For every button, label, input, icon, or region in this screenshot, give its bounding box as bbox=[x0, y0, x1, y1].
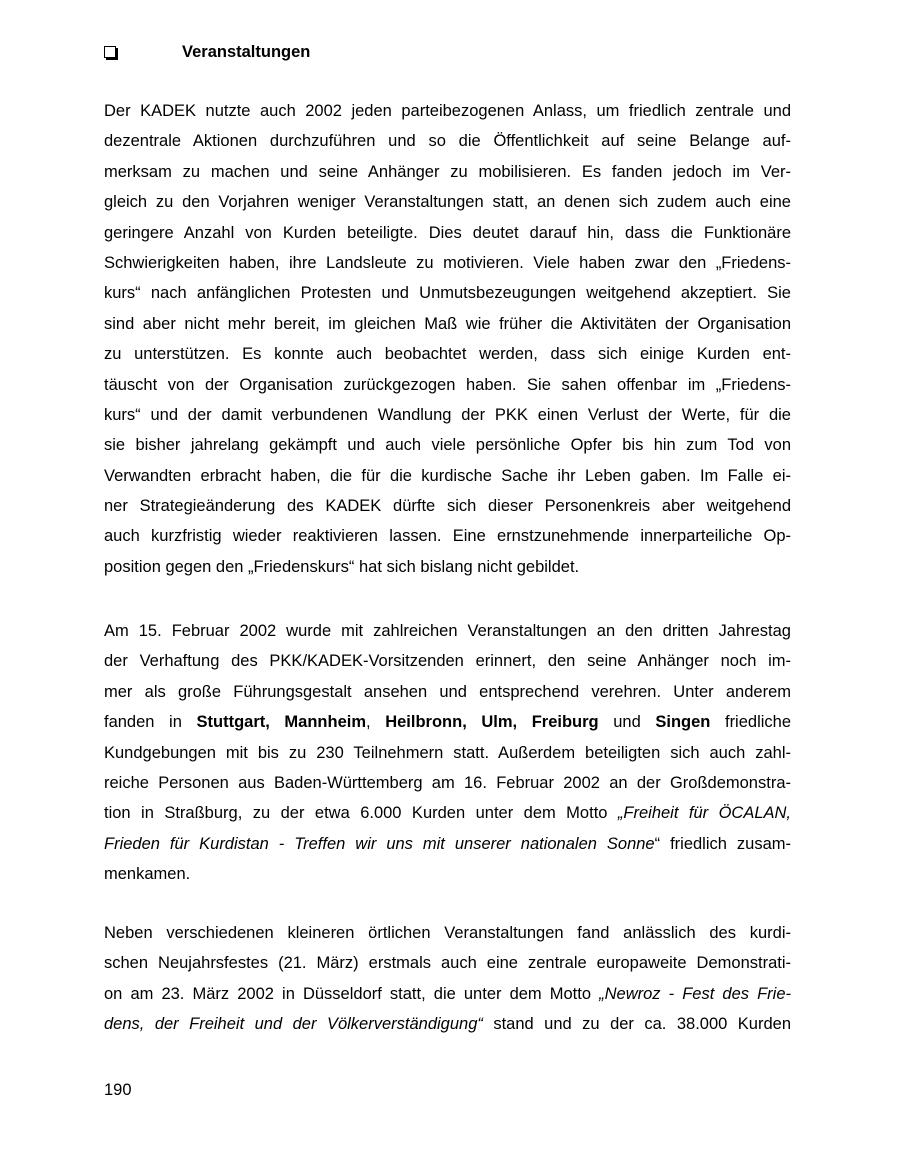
text-line: position gegen den „Friedenskurs“ hat sich bislang nicht gebildet. bbox=[104, 557, 580, 576]
motto-italic: „Newroz - Fest des Frie- bbox=[599, 984, 792, 1003]
place-names-bold: Heilbronn, Ulm, Freiburg bbox=[385, 713, 599, 732]
text-segment: fanden in bbox=[104, 713, 197, 732]
text-segment: und bbox=[598, 713, 656, 732]
paragraph-2 bbox=[104, 616, 791, 890]
page-number: 190 bbox=[104, 1081, 132, 1099]
motto-italic: „Freiheit für ÖCALAN, bbox=[617, 804, 792, 823]
text-line bbox=[104, 707, 791, 737]
text-line: ner Strategieänderung des KADEK dürfte sich dieser Personenkreis aber weitgehend bbox=[104, 497, 791, 516]
text-line: mer als große Führungsgestalt ansehen und entsprechend verehren. Unter anderem bbox=[104, 682, 791, 701]
text-line: zu unterstützen. Es konnte auch beobachtet werden, dass sich einige Kurden ent- bbox=[104, 345, 791, 364]
checkbox-icon bbox=[104, 46, 116, 58]
text-line: Der KADEK nutzte auch 2002 jeden parteibezogenen Anlass, um friedlich zentrale und bbox=[104, 102, 791, 120]
text-line: täuscht von der Organisation zurückgezogen haben. Sie sahen offenbar im „Friedens- bbox=[104, 375, 791, 394]
text-line: sind aber nicht mehr bereit, im gleichen Maß wie früher die Aktivitäten der Organisation bbox=[104, 314, 791, 333]
section-heading bbox=[104, 40, 310, 64]
text-line: geringere Anzahl von Kurden beteiligte. Dies deutet darauf hin, dass die Funktionäre bbox=[104, 223, 791, 242]
text-line: menkamen. bbox=[104, 865, 191, 884]
text-line bbox=[104, 798, 791, 828]
text-line: kurs“ nach anfänglichen Protesten und Unmutsbezeugungen weitgehend akzeptiert. Sie bbox=[104, 284, 791, 303]
text-line: Am 15. Februar 2002 wurde mit zahlreichen Veranstaltungen an den dritten Jahrestag bbox=[104, 622, 791, 640]
text-line: Kundgebungen mit bis zu 230 Teilnehmern statt. Außerdem beteiligten sich auch zahl- bbox=[104, 743, 791, 762]
text-line: gleich zu den Vorjahren weniger Veranstaltungen statt, an denen sich zudem auch eine bbox=[104, 193, 791, 212]
place-name-bold: Singen bbox=[655, 713, 711, 732]
motto-italic: dens, der Freiheit und der Völkerverständigung“ bbox=[104, 1015, 483, 1034]
text-line bbox=[104, 979, 791, 1009]
section-title: Veranstaltungen bbox=[182, 42, 311, 61]
text-line: kurs“ und der damit verbundenen Wandlung der PKK einen Verlust der Werte, für die bbox=[104, 405, 791, 424]
text-line: merksam zu machen und seine Anhänger zu mobilisieren. Es fanden jedoch im Ver- bbox=[104, 162, 791, 181]
motto-italic: Frieden für Kurdistan - Treffen wir uns mit unserer nationalen Sonne bbox=[104, 834, 655, 853]
text-line: sie bisher jahrelang gekämpft und auch viele persönliche Opfer bis hin zum Tod von bbox=[104, 436, 791, 455]
text-segment: “ friedlich zusam- bbox=[654, 834, 791, 853]
text-segment: tion in Straßburg, zu der etwa 6.000 Kurden unter dem Motto bbox=[104, 804, 618, 823]
text-segment: friedliche bbox=[710, 713, 792, 732]
text-line: Schwierigkeiten haben, ihre Landsleute zu motivieren. Viele haben zwar den „Friedens- bbox=[104, 253, 791, 272]
text-line: der Verhaftung des PKK/KADEK-Vorsitzenden erinnert, den seine Anhänger noch im- bbox=[104, 652, 791, 671]
text-line bbox=[104, 829, 791, 859]
text-segment: on am 23. März 2002 in Düsseldorf statt, die unter dem Motto bbox=[104, 984, 600, 1003]
text-line: reiche Personen aus Baden-Württemberg am 16. Februar 2002 an der Großdemonstra- bbox=[104, 773, 791, 792]
text-segment: , bbox=[366, 713, 386, 732]
text-line: Neben verschiedenen kleineren örtlichen Veranstaltungen fand anlässlich des kurdi- bbox=[104, 924, 791, 942]
text-line bbox=[104, 1009, 791, 1039]
text-segment: stand und zu der ca. 38.000 Kurden bbox=[482, 1015, 791, 1034]
place-names-bold: Stuttgart, Mannheim bbox=[196, 713, 367, 732]
text-line: schen Neujahrsfestes (21. März) erstmals auch eine zentrale europaweite Demonstrati- bbox=[104, 954, 791, 973]
text-line: Verwandten erbracht haben, die für die kurdische Sache ihr Leben gaben. Im Falle ei- bbox=[104, 466, 791, 485]
paragraph-3 bbox=[104, 918, 791, 1040]
text-line: dezentrale Aktionen durchzuführen und so die Öffentlichkeit auf seine Belange auf- bbox=[104, 132, 791, 151]
paragraph-1 bbox=[104, 96, 791, 582]
text-line: auch kurzfristig wieder reaktivieren lassen. Eine ernstzunehmende innerparteiliche Op- bbox=[104, 527, 791, 546]
